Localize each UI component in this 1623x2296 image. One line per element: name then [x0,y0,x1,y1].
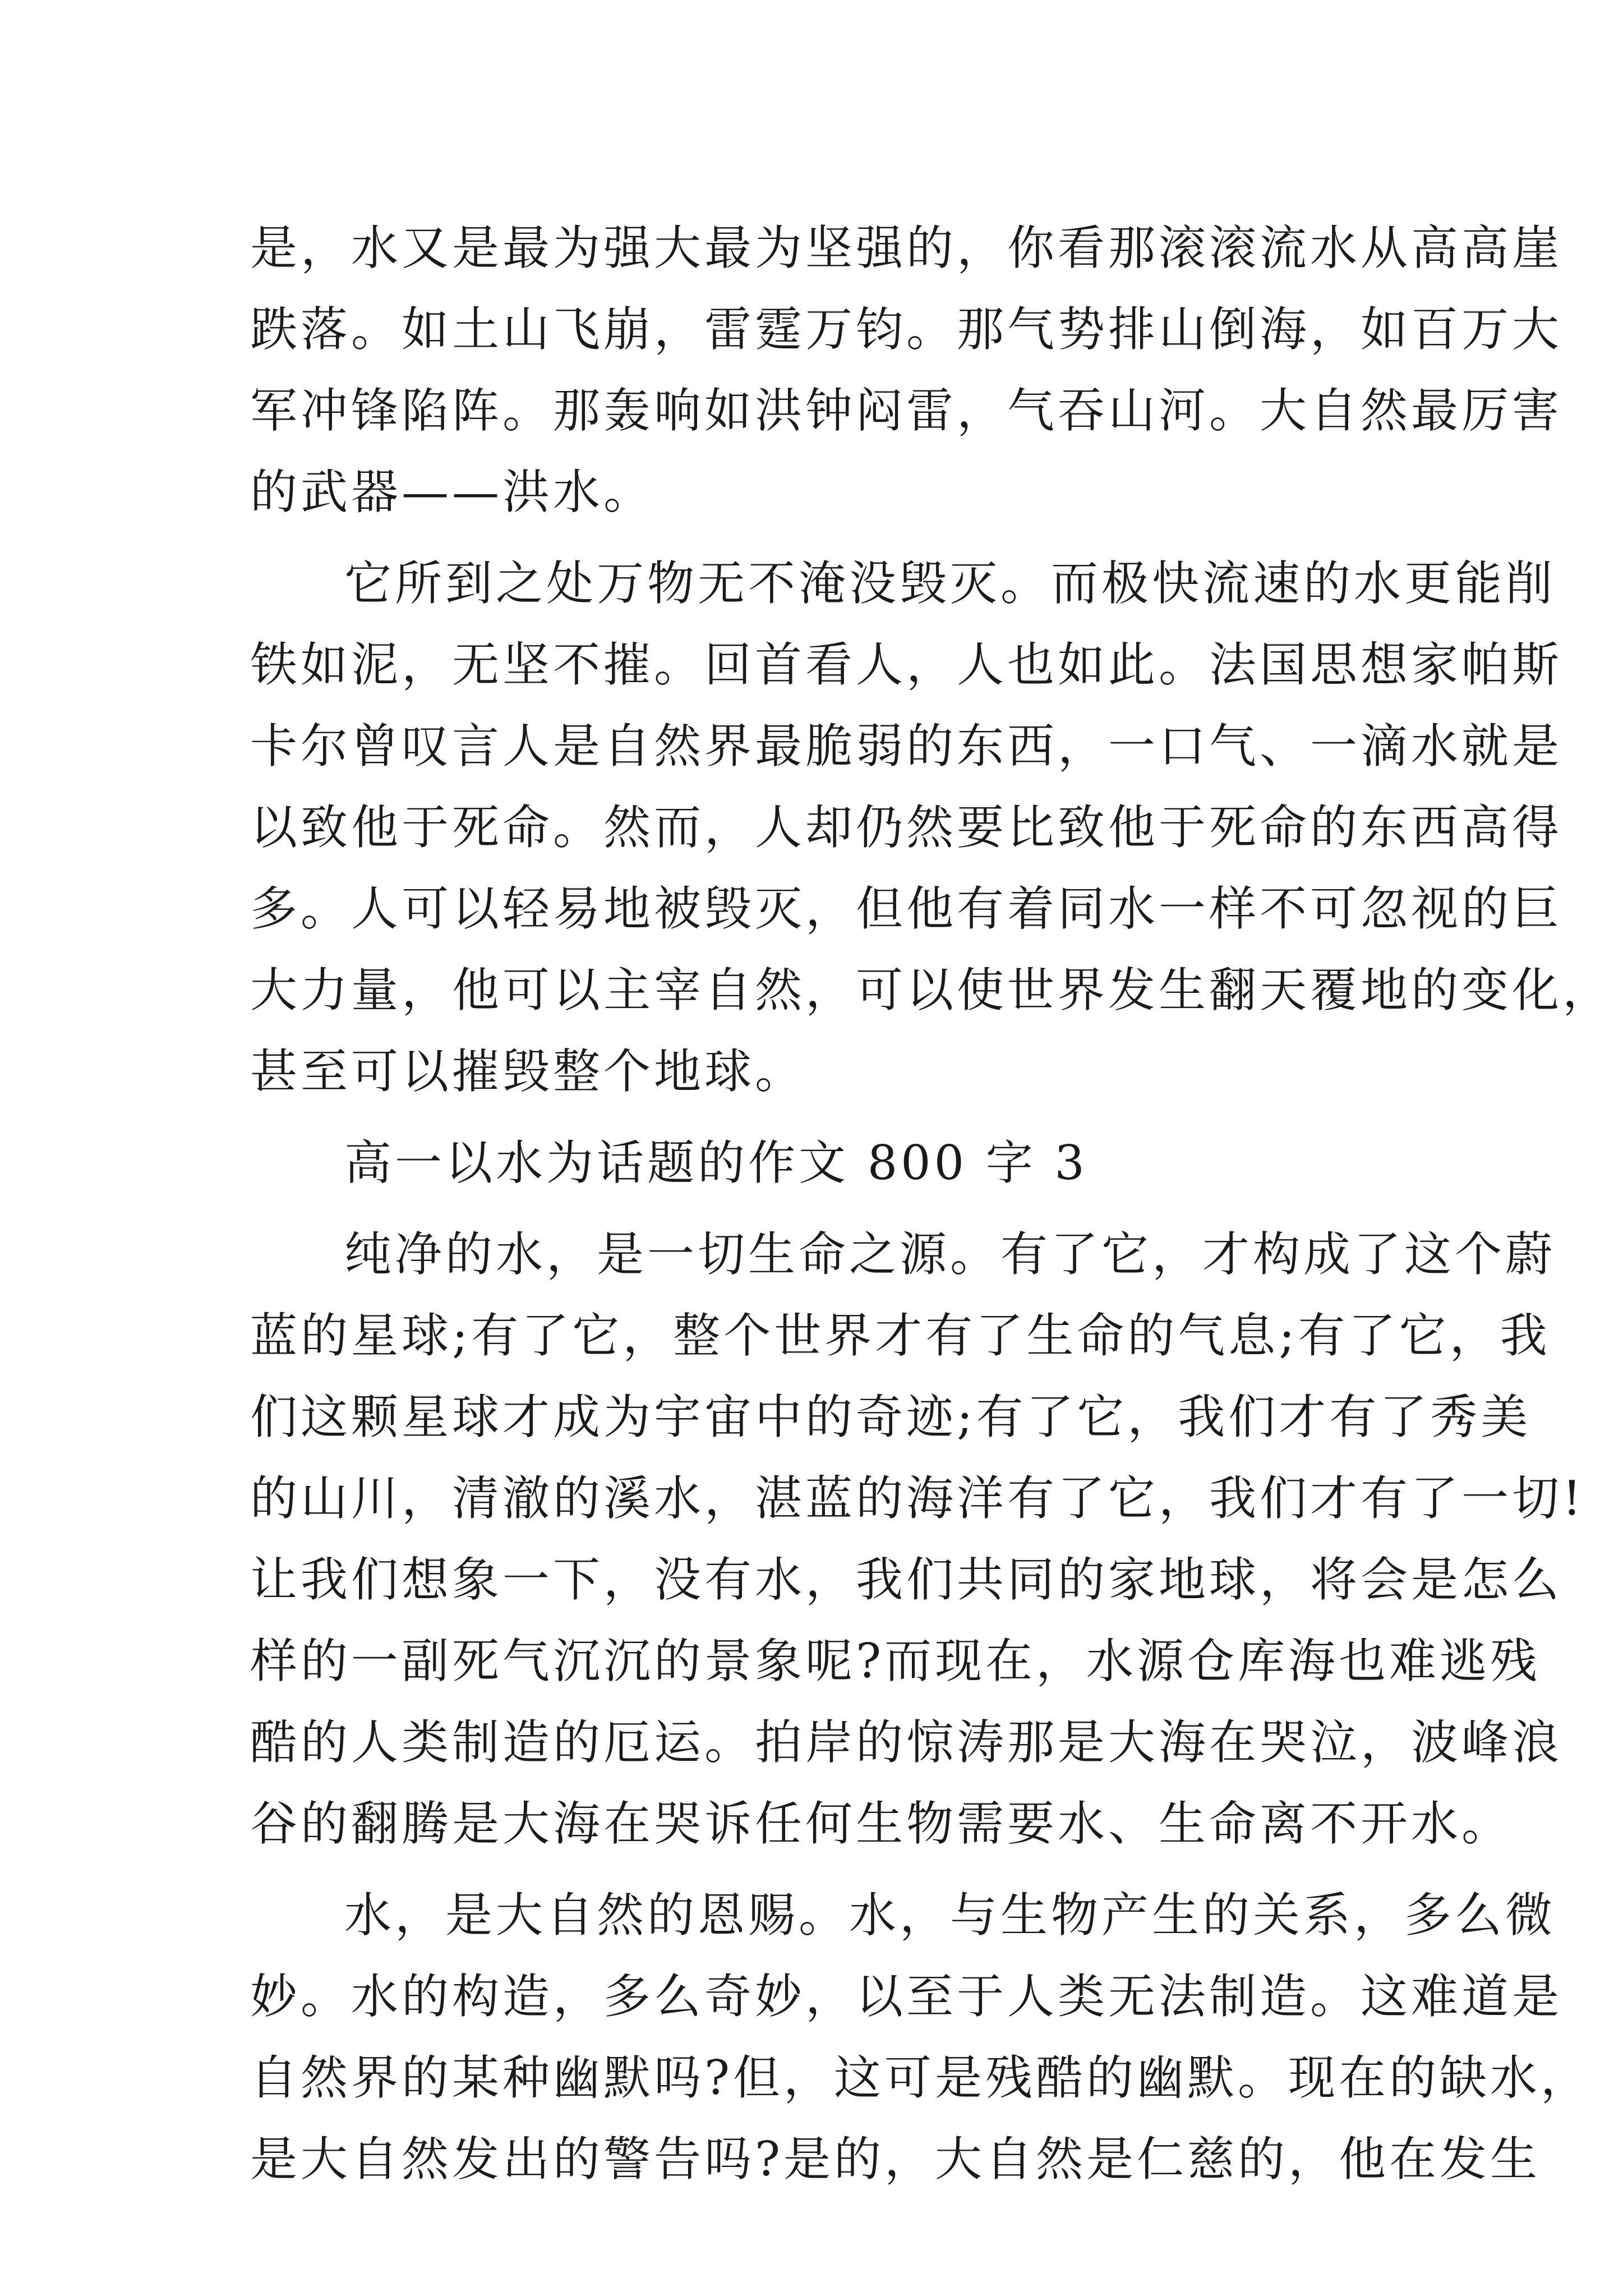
text-line: 让我们想象一下，没有水，我们共同的家地球，将会是怎么 [250,1552,1563,1607]
text-line: 的武器——洪水。 [250,464,654,519]
paragraph [250,543,1613,1112]
text-line: 卡尔曾叹言人是自然界最脆弱的东西，一口气、一滴水就是 [250,719,1563,774]
paragraph [250,1875,1592,2200]
text-line: 谷的翻腾是大海在哭诉任何生物需要水、生命离不开水。 [250,1796,1513,1851]
text-line: 是，水又是最为强大最为坚强的，你看那滚滚流水从高高崖 [250,220,1563,275]
text-line: 跌落。如土山飞崩，雷霆万钧。那气势排山倒海，如百万大 [250,302,1563,357]
text-line: 甚至可以摧毁整个地球。 [250,1044,806,1099]
text-line: 以致他于死命。然而，人却仍然要比致他于死命的东西高得 [250,800,1563,855]
text-line: 铁如泥，无坚不摧。回首看人，人也如此。法国思想家帕斯 [250,637,1563,692]
section-heading [250,1122,1377,1204]
text-line: 们这颗星球才成为宇宙中的奇迹;有了它，我们才有了秀美 [250,1389,1532,1444]
text-line: 它所到之处万物无不淹没毁灭。而极快流速的水更能削 [344,556,1556,611]
text-line: 的山川，清澈的溪水，湛蓝的海洋有了它，我们才有了一切! [250,1471,1585,1526]
text-line: 水，是大自然的恩赐。水，与生物产生的关系，多么微 [344,1888,1556,1943]
body-text [250,208,1613,2210]
text-line: 妙。水的构造，多么奇妙，以至于人类无法制造。这难道是 [250,1969,1563,2024]
text-line: 多。人可以轻易地被毁灭，但他有着同水一样不可忽视的巨 [250,881,1563,936]
text-line: 大力量，他可以主宰自然，可以使世界发生翻天覆地的变化， [250,963,1613,1018]
text-line: 酷的人类制造的厄运。拍岸的惊涛那是大海在哭泣，波峰浪 [250,1715,1563,1770]
paragraph [250,208,1563,533]
text-line: 蓝的星球;有了它，整个世界才有了生命的气息;有了它，我 [250,1308,1551,1363]
text-line: 是大自然发出的警告吗?是的，大自然是仁慈的，他在发生 [250,2132,1541,2187]
paragraph [250,1214,1585,1865]
text-line: 自然界的某种幽默吗?但，这可是残酷的幽默。现在的缺水， [250,2050,1592,2105]
text-line: 军冲锋陷阵。那轰响如洪钟闷雷，气吞山河。大自然最厉害 [250,383,1563,438]
text-line: 样的一副死气沉沉的景象呢?而现在，水源仓库海也难逃残 [250,1634,1541,1688]
heading-line: 高一以水为话题的作文 800 字 3 [344,1135,1088,1190]
text-line: 纯净的水，是一切生命之源。有了它，才构成了这个蔚 [344,1227,1556,1282]
